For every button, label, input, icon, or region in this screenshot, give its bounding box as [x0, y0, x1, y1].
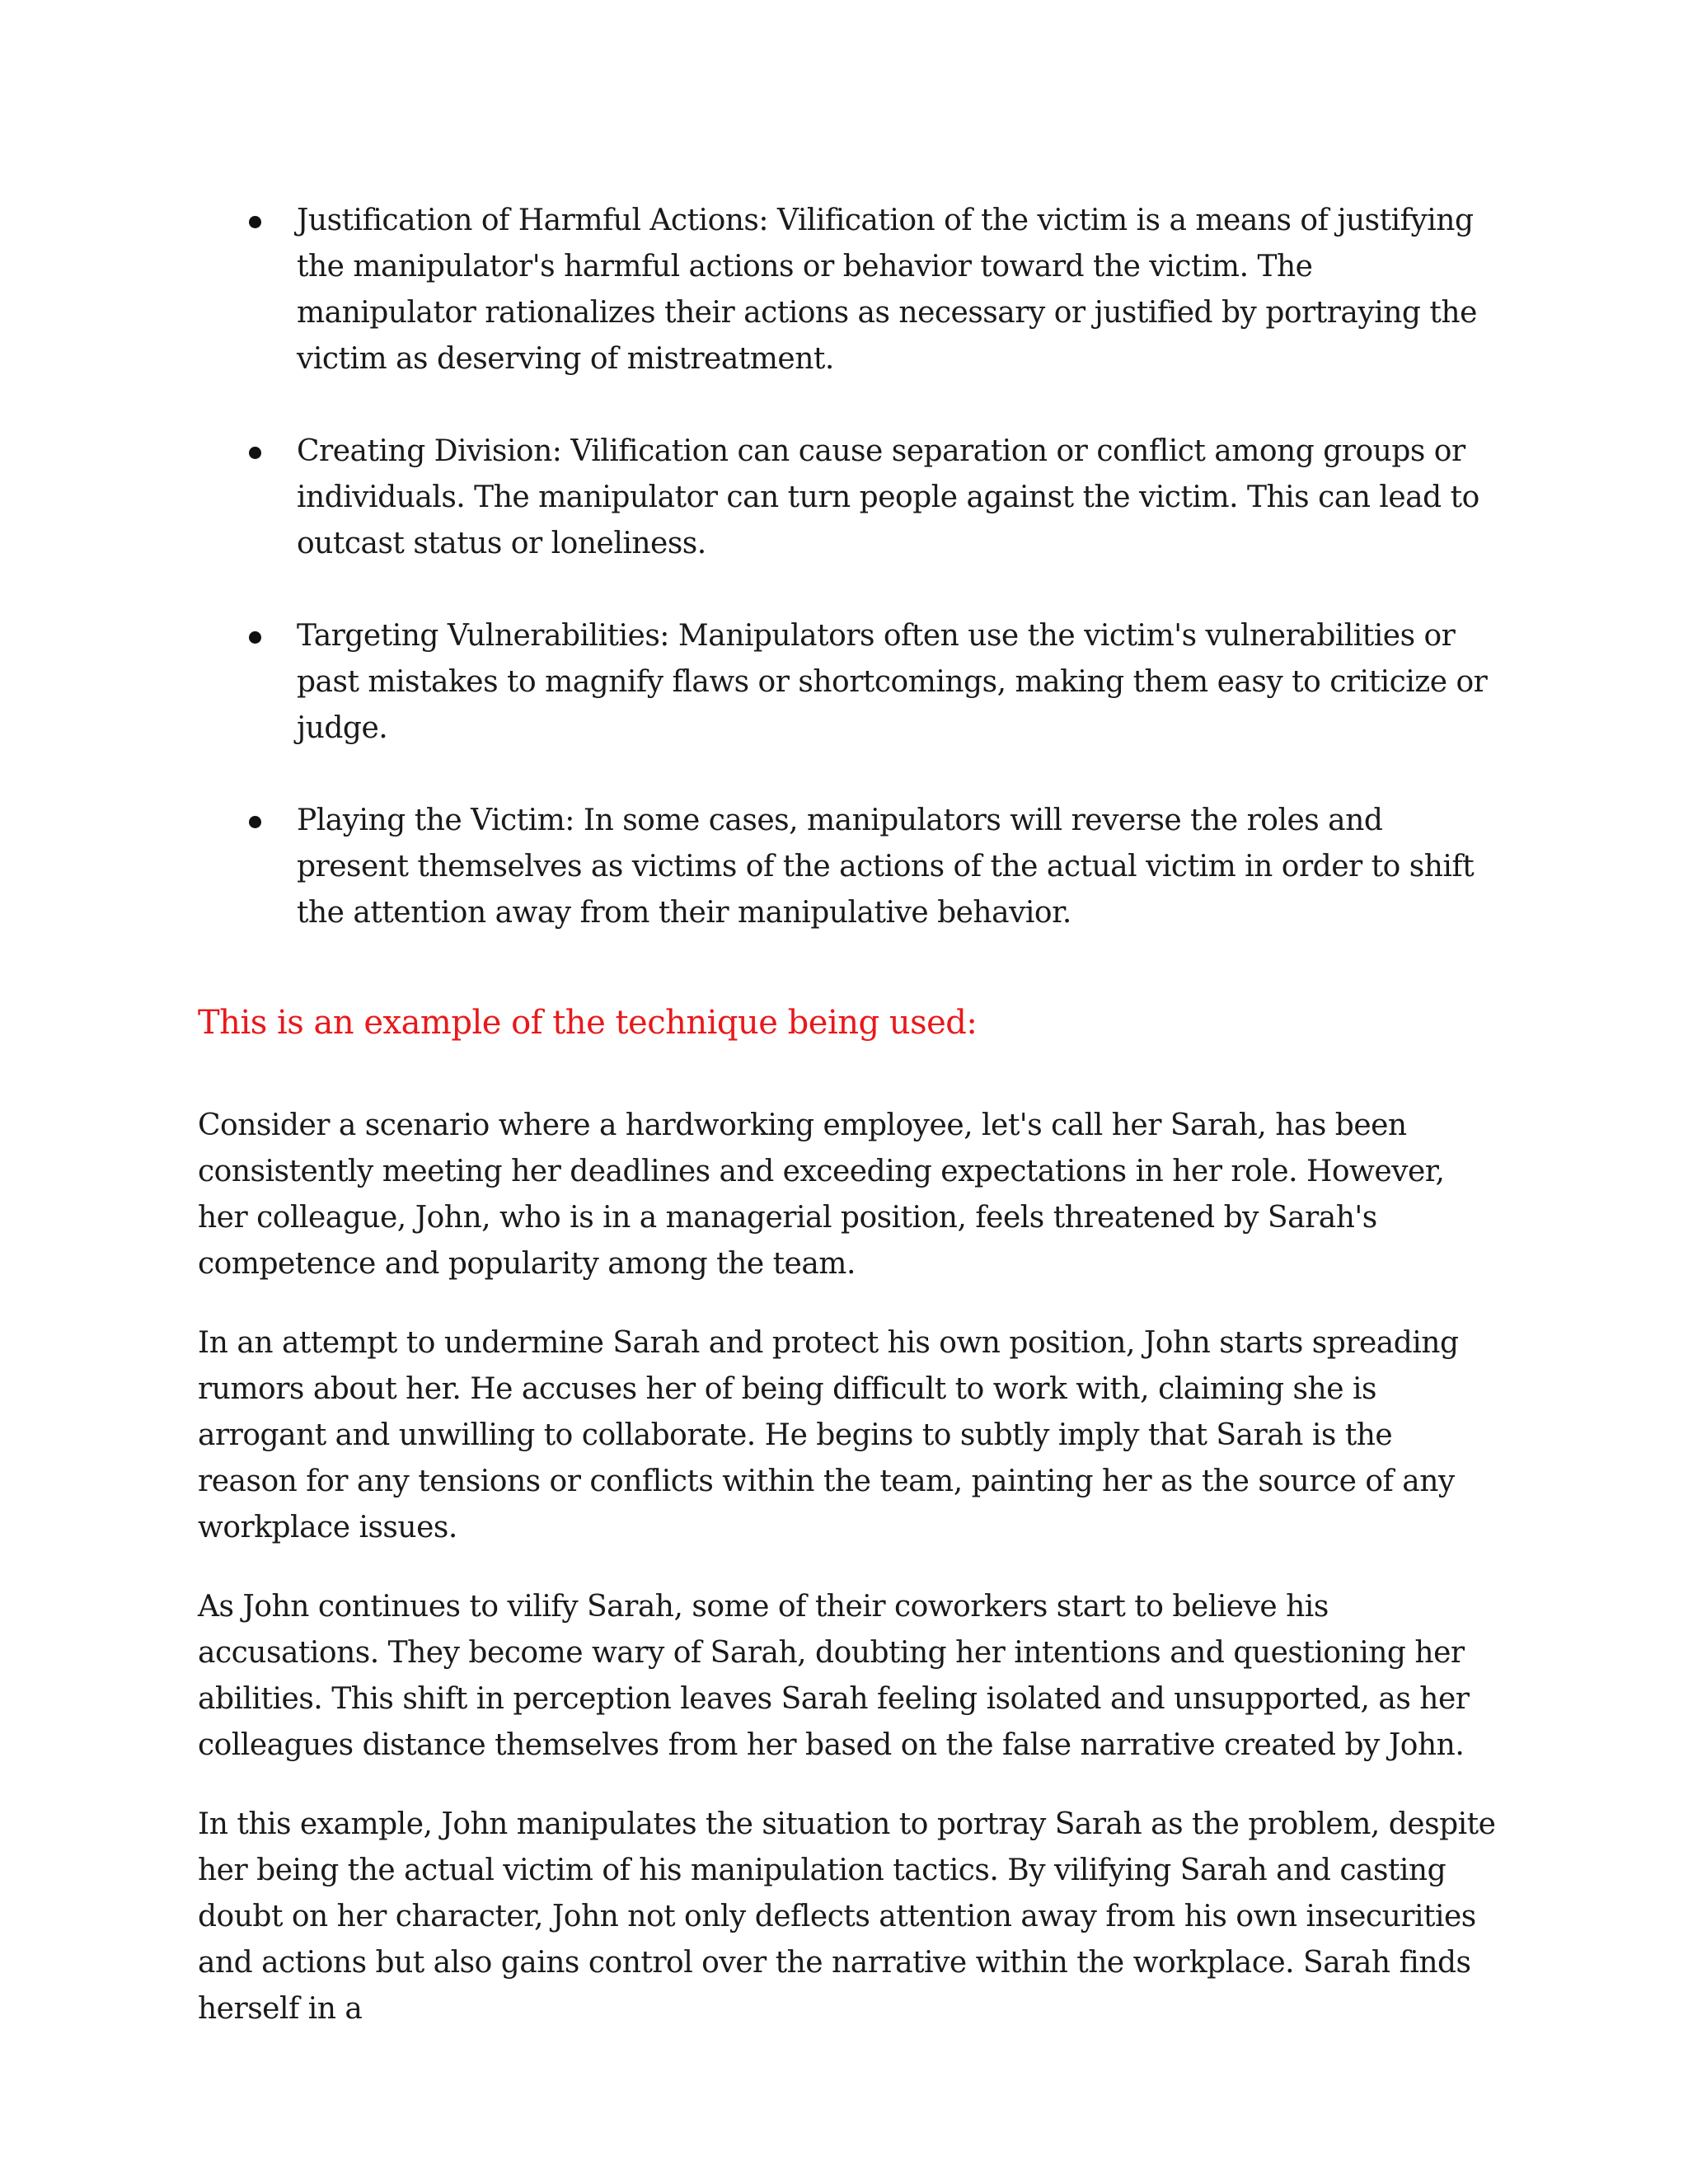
bullet-text: Creating Division: Vilification can cause separation or conflict among groups or individuals. The manipulator can turn people against the victim. This can lead to outcast status or loneliness.	[297, 434, 1479, 560]
bullet-dot-icon	[249, 631, 261, 644]
bullet-item	[198, 798, 1500, 936]
bullet-item	[198, 613, 1500, 752]
example-paragraph: In an attempt to undermine Sarah and protect his own position, John starts spreading rumors about her. He accuses her of being difficult to work with, claiming she is arrogant and unwilling to collaborate. He begins to subtly imply that Sarah is the reason for any tensions or conflicts within the team, painting her as the source of any workplace issues.	[198, 1326, 1459, 1544]
bullet-dot-icon	[249, 447, 261, 459]
page-content	[198, 198, 1500, 2032]
bullet-text: Justification of Harmful Actions: Vilification of the victim is a means of justifying the manipulator's harmful actions or behavior toward the victim. The manipulator rationalizes their actions as necessary or justified by portraying the victim as deserving of mistreatment.	[297, 204, 1477, 376]
example-paragraph: As John continues to vilify Sarah, some of their coworkers start to believe his accusations. They become wary of Sarah, doubting her intentions and questioning her abilities. This shift in perception leaves Sarah feeling isolated and unsupported, as her colleagues distance themselves from her based on the false narrative created by John.	[198, 1590, 1470, 1762]
example-heading: This is an example of the technique being used:	[198, 1004, 978, 1042]
bullet-item	[198, 198, 1500, 382]
bullet-text: Playing the Victim: In some cases, manipulators will reverse the roles and present themselves as victims of the actions of the actual victim in order to shift the attention away from their manipulative behavior.	[297, 804, 1475, 930]
example-paragraph: In this example, John manipulates the situation to portray Sarah as the problem, despite her being the actual victim of his manipulation tactics. By vilifying Sarah and casting doubt on her character, John not only deflects attention away from his own insecurities and actions but also gains control over the narrative within the workplace. Sarah finds herself in a	[198, 1807, 1496, 2026]
bullet-text: Targeting Vulnerabilities: Manipulators often use the victim's vulnerabilities or past mistakes to magnify flaws or shortcomings, making them easy to criticize or judge.	[297, 619, 1488, 745]
bullet-dot-icon	[249, 816, 261, 828]
bullet-list	[198, 198, 1500, 936]
bullet-dot-icon	[249, 216, 261, 228]
bullet-item	[198, 429, 1500, 567]
example-paragraph: Consider a scenario where a hardworking employee, let's call her Sarah, has been consistently meeting her deadlines and exceeding expectations in her role. However, her colleague, John, who is in a managerial position, feels threatened by Sarah's competence and popularity among the team.	[198, 1108, 1445, 1281]
